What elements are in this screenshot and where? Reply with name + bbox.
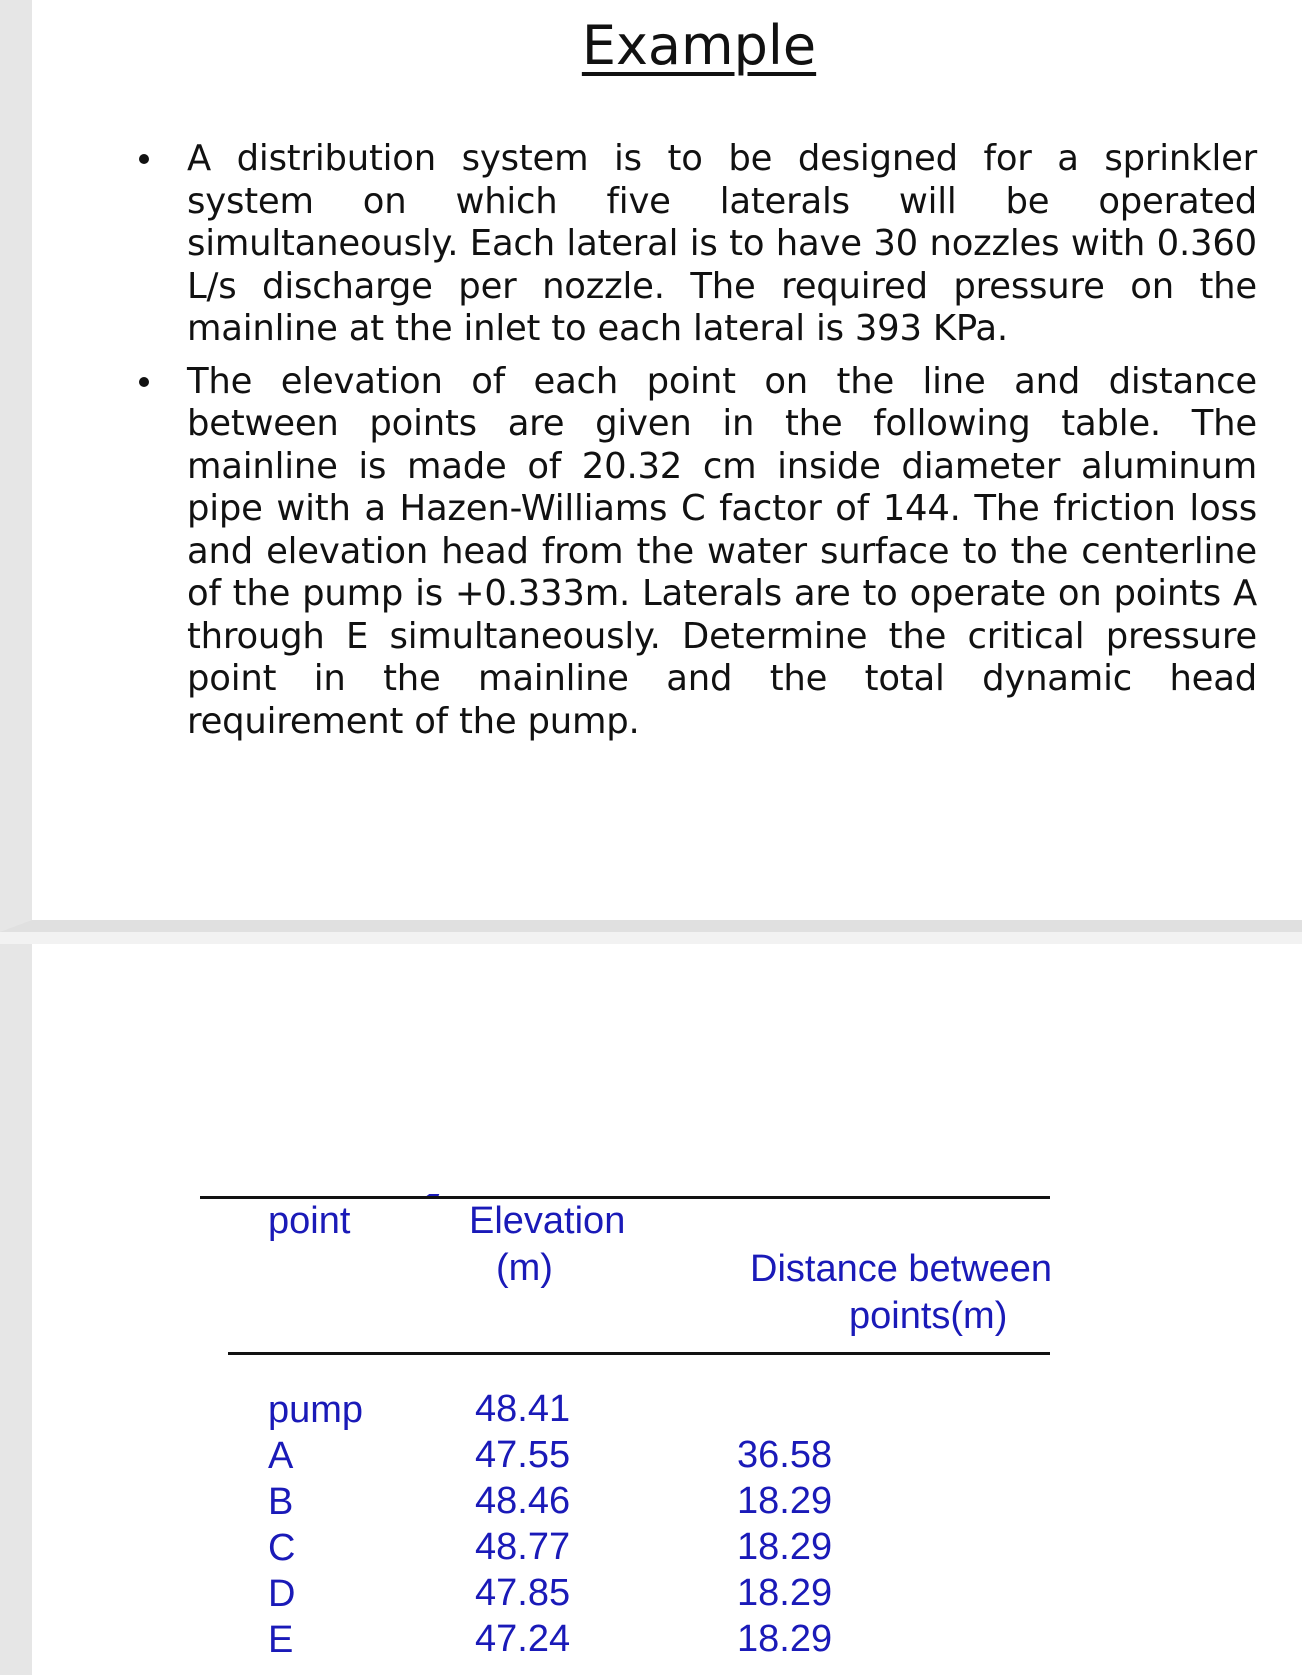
table-cell-point: E	[268, 1619, 294, 1661]
table-cell-point: pump	[268, 1389, 364, 1431]
table-cell-elevation: 48.46	[475, 1480, 571, 1522]
table-cell-elevation: 48.77	[475, 1526, 571, 1568]
table-cell-point: C	[268, 1527, 296, 1569]
table-cell-elevation: 47.55	[475, 1434, 571, 1476]
slide-title: Example	[581, 14, 817, 77]
bullet-list	[187, 138, 1257, 753]
header-elevation-line1: Elevation	[469, 1200, 626, 1242]
table-cell-distance: 18.29	[737, 1480, 833, 1522]
header-distance-line1: Distance between	[750, 1248, 1053, 1290]
table-header-rule	[228, 1352, 1050, 1355]
table-cell-elevation: 48.41	[475, 1388, 571, 1430]
table-cell-point: A	[268, 1435, 294, 1477]
table-cell-distance: 18.29	[737, 1526, 833, 1568]
header-point: point	[268, 1200, 351, 1242]
bullet-dot-icon	[139, 154, 149, 164]
table-cell-elevation: 47.85	[475, 1572, 571, 1614]
table-cell-point: B	[268, 1481, 294, 1523]
slide-separator	[0, 932, 1302, 944]
points-column	[268, 1387, 363, 1663]
distance-column	[737, 1432, 832, 1662]
table-cell-distance: 36.58	[737, 1434, 833, 1476]
table-cell-point: D	[268, 1573, 296, 1615]
table-cell-distance: 18.29	[737, 1618, 833, 1660]
slide-2	[0, 944, 1302, 1675]
bullet-item: The elevation of each point on the line and distance between points are given in the following table. The mainline is made of 20.32 cm inside diameter aluminum pipe with a Hazen-Williams C factor of 144. The friction loss and elevation head from the water surface to the centerline of the pump is +0.333m. Laterals are to operate on points A through E simultaneously. Determine the critical pressure point in the mainline and the total dynamic head requirement of the pump.	[187, 361, 1257, 744]
header-elevation-line2: (m)	[496, 1247, 553, 1289]
table-cell-elevation: 47.24	[475, 1618, 571, 1660]
bullet-dot-icon	[139, 377, 149, 387]
elevation-column	[475, 1386, 570, 1662]
bullet-item: A distribution system is to be designed for a sprinkler system on which five laterals will be operated simultaneously. Each lateral is to have 30 nozzles with 0.360 L/s discharge per nozzle. The required pressure on the mainline at the inlet to each lateral is 393 KPa.	[187, 138, 1257, 351]
header-distance-line2: points(m)	[849, 1295, 1008, 1337]
table-cell-distance: 18.29	[737, 1572, 833, 1614]
